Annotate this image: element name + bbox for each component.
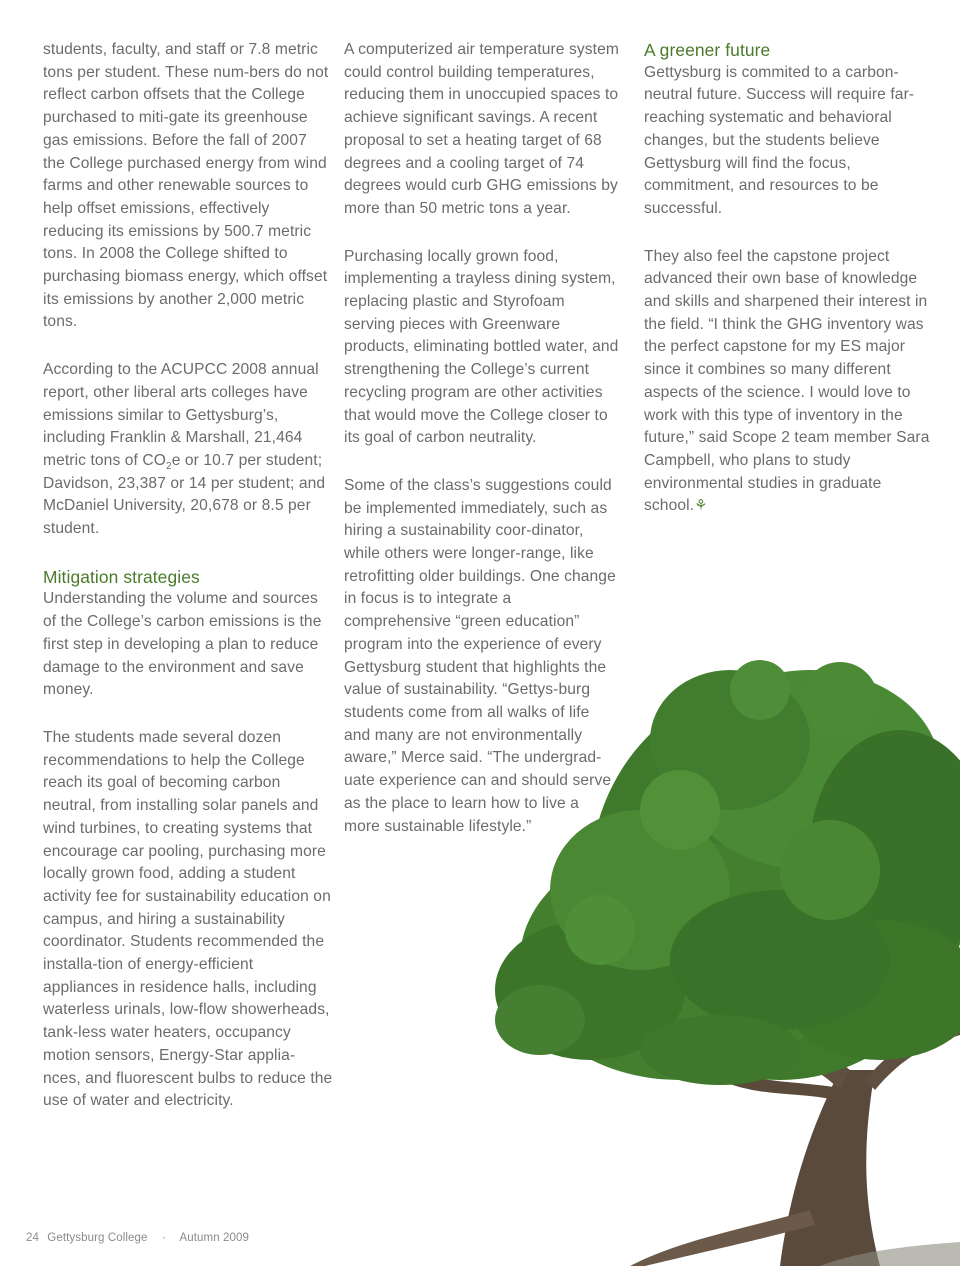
column-3 [644,39,934,543]
paragraph [644,246,934,518]
paragraph: students, faculty, and staff or 7.8 metric tons per student. These num-bers do not reflect carbon offsets that the College purchased to miti-gate its greenhouse gas emissions. Before the fall of 2007 the College purchased energy from wind farms and other renewable sources to help offset emissions, effectively reducing its emissions by 500.7 metric tons. In 2008 the College shifted to purchasing biomass energy, which offset its emissions by another 2,000 metric tons. [43,41,329,331]
paragraph-emissions-comparison [43,359,333,541]
paragraph: Some of the class’s suggestions could be implemented immediately, such as hiring a sustainability coor-dinator, while others were longer-range, like retrofitting older buildings. One change in focus is to integrate a comprehensive “green education” program into the experience of every Gettysburg student that highlights the value of sustainability. “Gettys-burg students come from all walks of life and many are not environmentally aware,” Merce said. “The undergrad-uate experience can and should serve as the place to learn how to live a more sustainable lifestyle.” [344,476,616,835]
paragraph: Gettysburg is commited to a carbon-neutral future. Success will require far-reaching systematic and behavioral changes, but the students believe Gettysburg will find the focus, commitment, and resources to be successful. [644,63,915,217]
heading-a-greener-future: A greener future [644,40,771,60]
subscript: 2 [166,461,172,473]
page-number: 24 [26,1232,39,1244]
text-run: According to the ACUPCC 2008 annual report, other liberal arts colleges have emissions similar to Gettysburg’s, including Franklin & Marshall, 21,464 metric tons of CO [43,361,319,469]
publication-name: Gettysburg College [47,1232,148,1244]
text-run: They also feel the capstone project advanced their own base of knowledge and skills and sharpened their interest in the field. “I think the GHG inventory was the perfect capstone for my ES major since it combines so many different aspects of the science. I would love to work with this type of inventory in the future,” said Scope 2 team member Sara Campbell, who plans to study environmental studies in graduate school. [644,247,930,515]
issue-date: Autumn 2009 [179,1232,249,1244]
text-run: e or 10.7 per student; Davidson, 23,387 or 14 per student; and McDaniel University, 20,678 or 8.5 per student. [43,451,326,538]
page-footer [26,1232,249,1244]
paragraph: A computerized air temperature system could control building temperatures, reducing them in unoccupied spaces to achieve significant savings. A recent proposal to set a heating target of 68 degrees and a cooling target of 74 degrees would curb GHG emissions by more than 50 metric tons a year. [344,41,619,217]
paragraph: The students made several dozen recommendations to help the College reach its goal of becoming carbon neutral, from installing solar panels and wind turbines, to creating systems that encourage car pooling, purchasing more locally grown food, adding a student activity fee for sustainability education on campus, and hiring a sustainability coordinator. Students recommended the installa-tion of energy-efficient appliances in residence halls, including waterless urinals, low-flow showerheads, tank-less water heaters, occupancy motion sensors, Energy-Star applia-nces, and fluorescent bulbs to reduce the use of water and electricity. [43,728,333,1110]
tree-illustration [480,630,960,1266]
tree-canopy [495,660,960,1085]
leaf-end-mark-icon: ⚘ [694,497,708,515]
column-1 [43,39,333,1138]
paragraph: Purchasing locally grown food, implementing a trayless dining system, replacing plastic and Styrofoam serving pieces with Greenware products, eliminating bottled water, and strengthening the College’s current recycling program are other activities that would move the College closer to its goal of carbon neutrality. [344,247,619,447]
footer-separator: · [161,1232,166,1244]
paragraph: Understanding the volume and sources of the College’s carbon emissions is the first step in developing a plan to reduce damage to the environment and save money. [43,590,322,699]
heading-mitigation-strategies: Mitigation strategies [43,566,200,587]
